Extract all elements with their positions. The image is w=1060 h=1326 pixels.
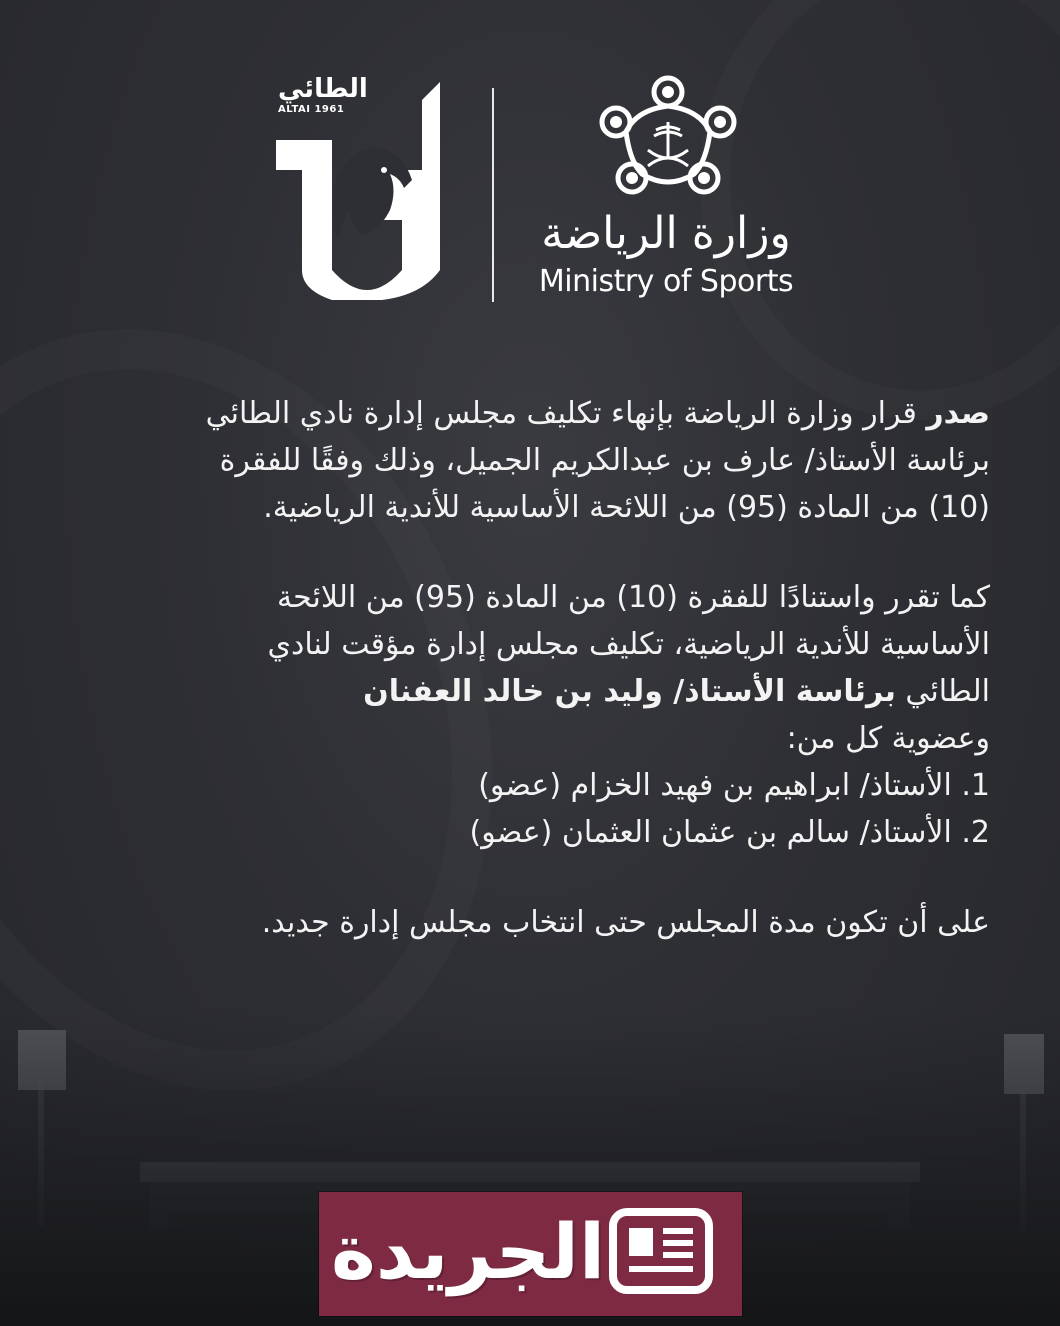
ministry-emblem	[596, 70, 740, 200]
altai-name-ar: الطائي	[278, 74, 368, 104]
member-item: 2. الأستاذ/ سالم بن عثمان العثمان (عضو)	[469, 815, 990, 850]
newspaper-icon	[609, 1208, 713, 1294]
p2-line4: وعضوية كل من:	[786, 721, 990, 756]
logos-header	[0, 60, 1060, 310]
watermark-badge	[319, 1192, 742, 1316]
p2-line3	[70, 668, 990, 715]
watermark-label: الجريدة	[331, 1207, 605, 1296]
altai-name-en: ALTAI 1961	[278, 104, 345, 115]
ministry-name-ar: وزارة الرياضة	[541, 208, 791, 259]
p1-line3: (10) من المادة (95) من اللائحة الأساسية للأندية الرياضية.	[263, 490, 990, 525]
p2-line1: كما تقرر واستنادًا للفقرة (10) من المادة (95) من اللائحة	[277, 580, 990, 615]
announcement-text	[70, 390, 990, 946]
member-item: 1. الأستاذ/ ابراهيم بن فهيد الخزام (عضو)	[478, 768, 990, 803]
p2-line3-bold: برئاسة الأستاذ/ وليد بن خالد العفنان	[363, 674, 896, 709]
ministry-name-en: Ministry of Sports	[538, 264, 794, 299]
p2-line3-plain: الطائي	[895, 674, 990, 709]
logo-divider	[492, 88, 494, 302]
paragraph-gap	[70, 531, 990, 574]
p1-bold-word: صدر	[926, 396, 990, 431]
p1-line1	[70, 390, 990, 437]
p1-line1-rest: قرار وزارة الرياضة بإنهاء تكليف مجلس إدارة نادي الطائي	[205, 396, 927, 431]
paragraph-gap	[70, 856, 990, 899]
p2-line2: الأساسية للأندية الرياضية، تكليف مجلس إدارة مؤقت لنادي	[267, 627, 990, 662]
p3-line: على أن تكون مدة المجلس حتى انتخاب مجلس إدارة جديد.	[261, 905, 990, 940]
p1-line2: برئاسة الأستاذ/ عارف بن عبدالكريم الجميل، وذلك وفقًا للفقرة	[219, 443, 990, 478]
